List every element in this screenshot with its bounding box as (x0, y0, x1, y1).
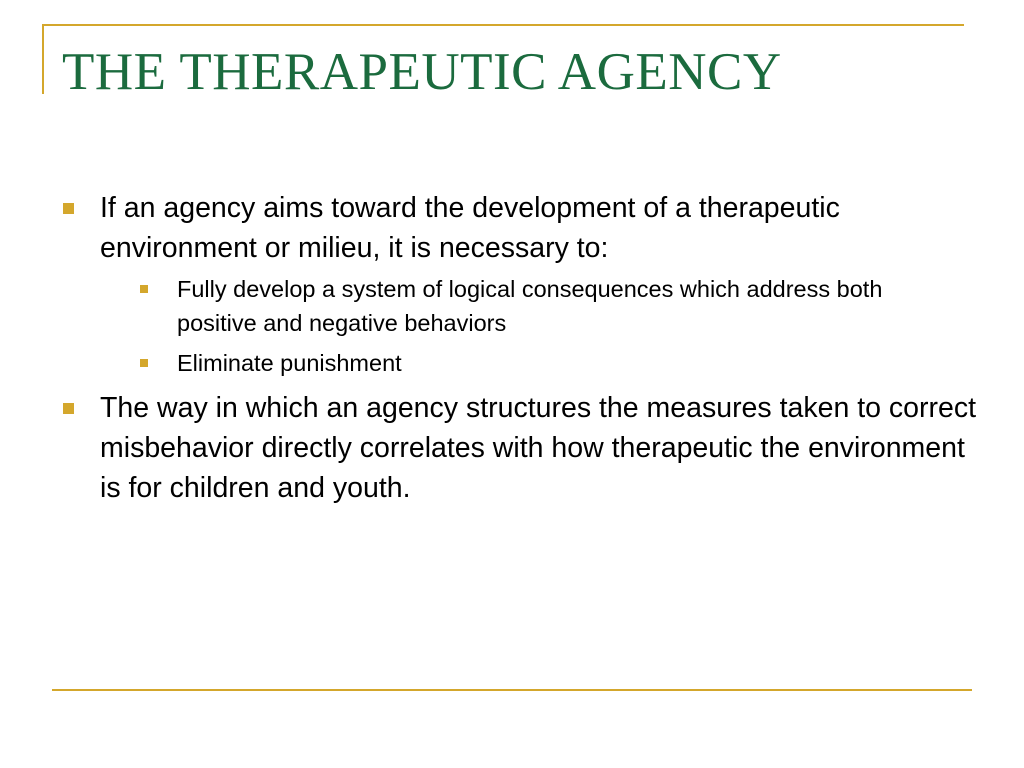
sub-bullet-text: Fully develop a system of logical consequences which address both positive and negative behaviors (177, 276, 883, 336)
sub-bullet-item (177, 346, 897, 380)
bullet-list (0, 188, 1024, 508)
bullet-item (100, 388, 980, 508)
bullet-text: The way in which an agency structures the measures taken to correct misbehavior directly correlates with how therapeutic the environment is for children and youth. (100, 392, 976, 504)
sub-bullet-text: Eliminate punishment (177, 350, 402, 376)
frame-top-rule (42, 24, 964, 26)
frame-bottom-rule (52, 689, 972, 691)
frame-left-rule (42, 24, 44, 94)
square-bullet-icon (63, 403, 74, 414)
bullet-text: If an agency aims toward the development of a therapeutic environment or milieu, it is necessary to: (100, 192, 840, 264)
sub-bullet-item (177, 272, 897, 340)
square-bullet-icon (140, 285, 148, 293)
slide-title: THE THERAPEUTIC AGENCY (62, 43, 782, 101)
square-bullet-icon (63, 203, 74, 214)
bullet-item (100, 188, 980, 268)
square-bullet-icon (140, 359, 148, 367)
